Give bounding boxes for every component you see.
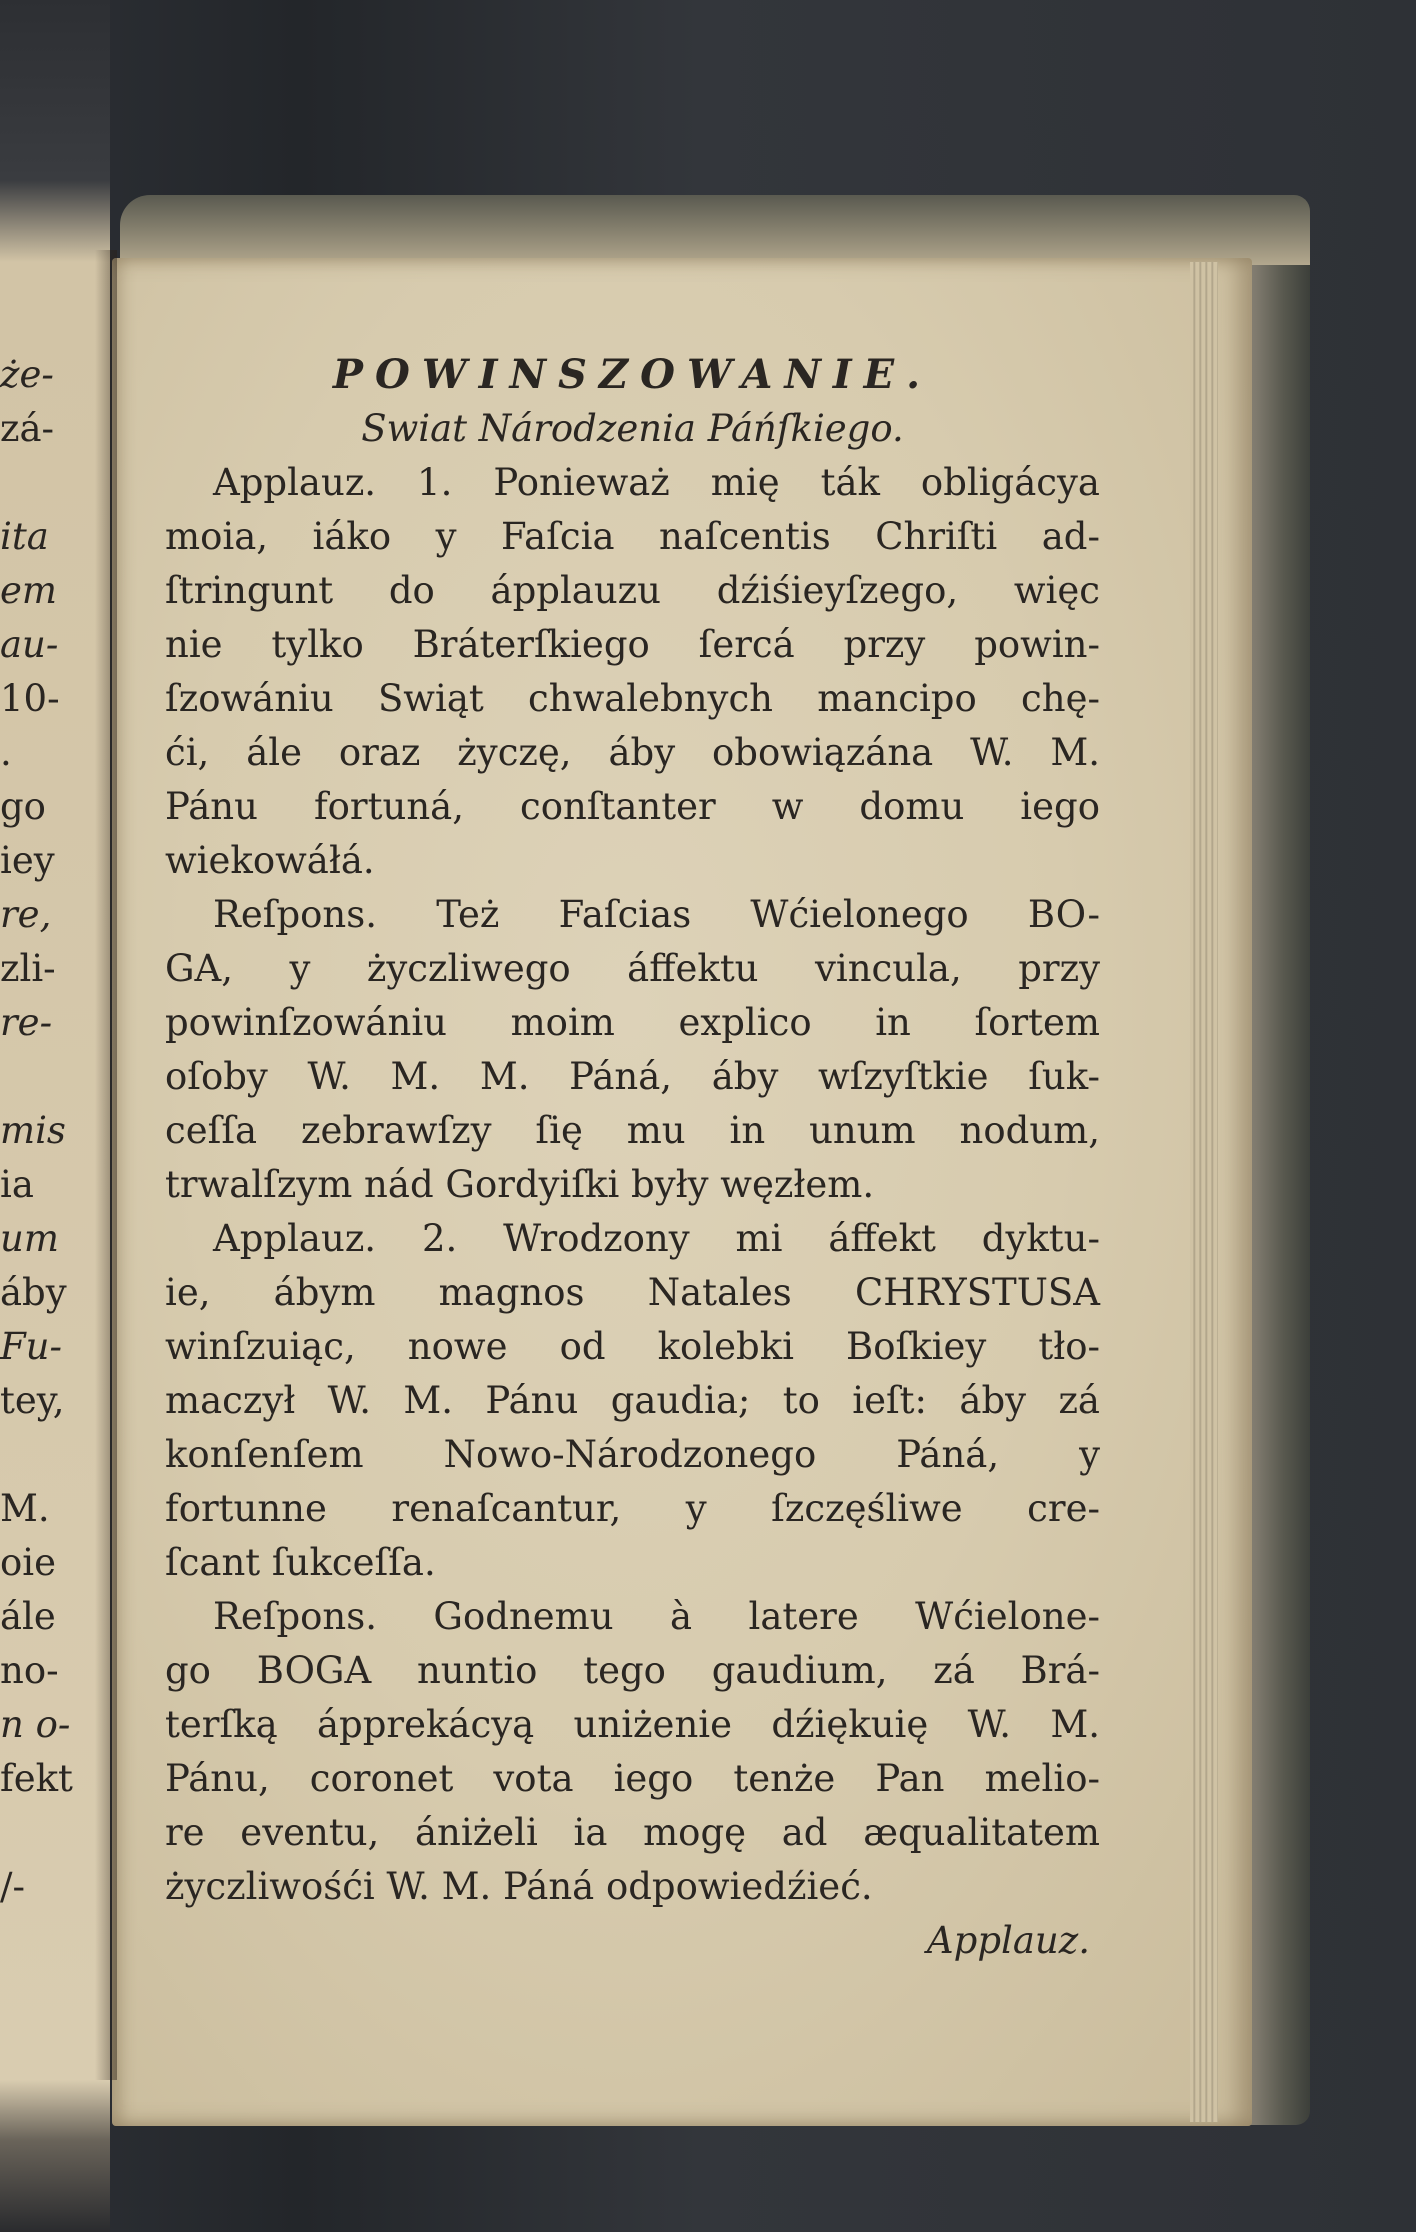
text-line: Applauz. 1. Ponieważ mię ták obligácya (213, 461, 1100, 504)
margin-line: oie (0, 1541, 57, 1584)
margin-line: iey (0, 839, 55, 882)
margin-line: zá- (0, 407, 55, 450)
text-line: oſoby W. M. M. Páná, áby wſzyſtkie ſuk- (165, 1055, 1100, 1098)
page-title: POWINSZOWANIE. (332, 351, 933, 398)
text-line: GA, y życzliwego áffektu vincula, przy (165, 947, 1100, 990)
text-line: ſtringunt do ápplauzu dźiśieyſzego, więc (165, 569, 1100, 612)
text-line: powinſzowániu moim explico in ſortem (165, 1001, 1100, 1044)
margin-line: ita (0, 515, 49, 558)
text-line: ceſſa zebrawſzy ſię mu in unum nodum, (165, 1109, 1100, 1152)
margin-line: au- (0, 623, 59, 666)
margin-line: no- (0, 1649, 59, 1692)
text-line: Pánu, coronet vota iego tenże Pan melio- (165, 1757, 1100, 1800)
margin-line (0, 1806, 80, 1860)
margin-line: zli- (0, 947, 56, 990)
margin-line: . (0, 731, 12, 774)
text-line: ie, ábym magnos Natales CHRYSTUSA (165, 1271, 1100, 1314)
catchword: Applauz. (926, 1919, 1090, 1962)
margin-line: fekt (0, 1757, 73, 1800)
page-stack-edge (1190, 262, 1218, 2122)
margin-line: re, (0, 893, 52, 936)
text-line: terſką ápprekácyą uniżenie dźiękuię W. M. (165, 1703, 1100, 1746)
text-line: re eventu, ániżeli ia mogę ad æqualitatem (165, 1811, 1100, 1854)
margin-line: n o- (0, 1703, 71, 1746)
text-line: maczył W. M. Pánu gaudia; to ieſt: áby zá (165, 1379, 1100, 1422)
text-line: konſenſem Nowo-Národzonego Páná, y (165, 1433, 1100, 1476)
text-line: nie tylko Bráterſkiego ſercá przy powin- (165, 623, 1100, 666)
text-line: winſzuiąc, nowe od kolebki Boſkiey tło- (165, 1325, 1100, 1368)
margin-line: go (0, 785, 46, 828)
page-text (165, 348, 1100, 1968)
page-subtitle: Swiat Národzenia Páńſkiego. (361, 407, 904, 450)
text-line: ſcant ſukceſſa. (165, 1541, 436, 1584)
margin-line: tey, (0, 1379, 65, 1422)
text-line: życzliwośći W. M. Páná odpowiedźieć. (165, 1865, 873, 1908)
margin-line (0, 456, 80, 510)
previous-page-margin-text (0, 348, 80, 1914)
text-line: Applauz. 2. Wrodzony mi áffekt dyktu- (213, 1217, 1100, 1260)
book-top-edge (120, 195, 1310, 265)
gutter-shadow (95, 250, 117, 2080)
text-line: go BOGA nuntio tego gaudium, zá Brá- (165, 1649, 1100, 1692)
margin-line: ále (0, 1595, 56, 1638)
margin-line: /- (0, 1865, 25, 1908)
margin-line (0, 1428, 80, 1482)
margin-line: 10- (0, 677, 60, 720)
text-line: Pánu fortuná, conſtanter w domu iego (165, 785, 1100, 828)
margin-line: mis (0, 1109, 66, 1152)
margin-line (0, 1050, 80, 1104)
margin-line: em (0, 569, 57, 612)
text-line: moia, iáko y Faſcia naſcentis Chriſti ad- (165, 515, 1100, 558)
text-line: ſzowániu Swiąt chwalebnych mancipo chę- (165, 677, 1100, 720)
margin-line: M. (0, 1487, 50, 1530)
text-line: trwalſzym nád Gordyiſki były węzłem. (165, 1163, 875, 1206)
text-line: Reſpons. Godnemu à latere Wćielone- (213, 1595, 1100, 1638)
margin-line: áby (0, 1271, 67, 1314)
margin-line: ia (0, 1163, 34, 1206)
text-line: fortunne renaſcantur, y ſzczęśliwe cre- (165, 1487, 1100, 1530)
text-line: wiekowáłá. (165, 839, 375, 882)
margin-line: re- (0, 1001, 53, 1044)
margin-line: Fu- (0, 1325, 63, 1368)
text-line: Reſpons. Też Faſcias Wćielonego BO- (213, 893, 1100, 936)
text-line: ći, ále oraz życzę, áby obowiązána W. M. (165, 731, 1100, 774)
margin-line: um (0, 1217, 59, 1260)
margin-line: że- (0, 353, 54, 396)
